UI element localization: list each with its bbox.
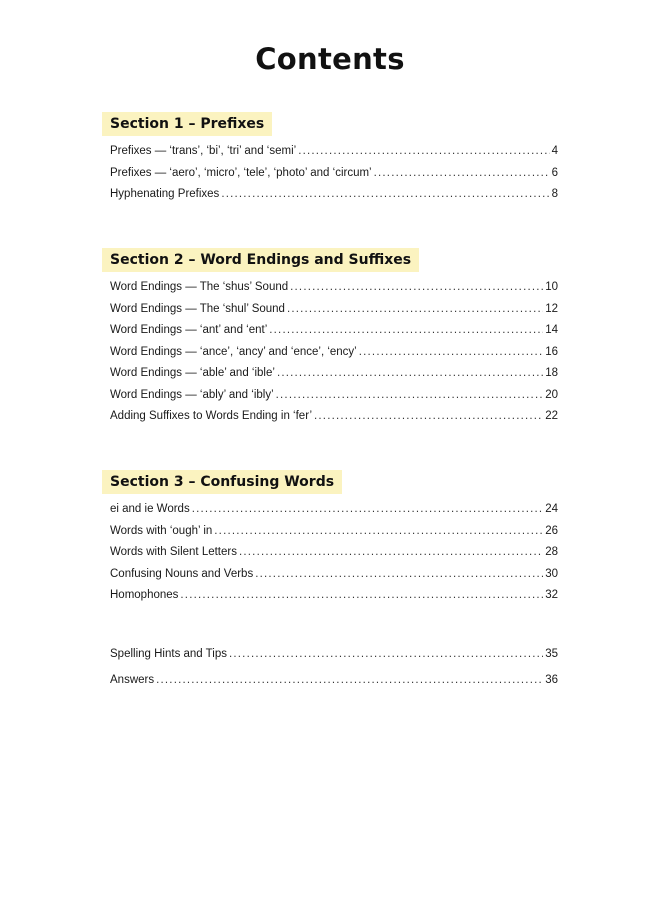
- toc-entry-label: Prefixes — ‘trans’, ‘bi’, ‘tri’ and ‘semi’: [110, 145, 297, 157]
- toc-entry-label: Word Endings — ‘able’ and ‘ible’: [110, 367, 275, 379]
- dot-leader: [239, 546, 543, 558]
- dot-leader: [156, 674, 543, 686]
- toc-entry[interactable]: [110, 525, 558, 547]
- toc-entry-page: 26: [545, 524, 558, 537]
- section-entries: [102, 145, 558, 210]
- toc-entry-label: Hyphenating Prefixes: [110, 188, 220, 200]
- section-entries: [102, 281, 558, 432]
- dot-leader: [276, 389, 544, 401]
- toc-entry-page: 30: [545, 567, 558, 580]
- dot-leader: [290, 281, 543, 293]
- section-heading: Section 1 – Prefixes: [102, 112, 272, 136]
- toc-entry-page: 14: [545, 324, 558, 336]
- dot-leader: [374, 167, 550, 179]
- toc-entry-page: 22: [545, 410, 558, 422]
- toc-entry-label: Word Endings — ‘ant’ and ‘ent’: [110, 324, 268, 336]
- toc-entry-page: 35: [545, 648, 558, 660]
- dot-leader: [314, 410, 543, 422]
- toc-entry[interactable]: [110, 389, 558, 411]
- toc-entry-label: Adding Suffixes to Words Ending in ‘fer’: [110, 410, 313, 422]
- toc-entry-label: Word Endings — ‘ance’, ‘ancy’ and ‘ence’, ‘ency’: [110, 345, 357, 358]
- toc-entry-page: 24: [545, 503, 558, 515]
- toc-entry[interactable]: [110, 324, 558, 346]
- toc-entry[interactable]: [110, 367, 558, 389]
- section-1: [102, 112, 558, 210]
- toc-entry[interactable]: [110, 674, 558, 700]
- dot-leader: [277, 367, 543, 379]
- toc-entry[interactable]: [110, 589, 558, 611]
- toc-entry-page: 20: [545, 388, 558, 401]
- section-heading: Section 3 – Confusing Words: [102, 470, 342, 494]
- toc-entry[interactable]: [110, 546, 558, 568]
- toc-entry-label: Words with Silent Letters: [110, 546, 237, 558]
- dot-leader: [269, 324, 543, 336]
- toc-entry-page: 36: [545, 673, 558, 686]
- dot-leader: [287, 303, 543, 315]
- toc-entry-label: Homophones: [110, 589, 179, 601]
- section-3: [102, 470, 558, 611]
- extras-list: [110, 648, 558, 699]
- toc-entry-label: Word Endings — ‘ably’ and ‘ibly’: [110, 388, 274, 401]
- toc-entry-label: Word Endings — The ‘shus’ Sound: [110, 281, 289, 293]
- toc-entry-page: 18: [545, 367, 558, 379]
- toc-entry-page: 8: [551, 188, 558, 200]
- toc-entry-label: ei and ie Words: [110, 503, 190, 515]
- toc-entry[interactable]: [110, 648, 558, 674]
- toc-entry[interactable]: [110, 188, 558, 210]
- toc-entry-label: Answers: [110, 673, 155, 686]
- section-2: [102, 248, 558, 432]
- dot-leader: [255, 568, 543, 580]
- dot-leader: [229, 648, 543, 660]
- toc-entry-page: 4: [551, 145, 558, 157]
- page-title: Contents: [255, 42, 405, 76]
- toc-entry-page: 6: [551, 166, 558, 179]
- toc-entry[interactable]: [110, 145, 558, 167]
- section-heading: Section 2 – Word Endings and Suffixes: [102, 248, 419, 272]
- toc-entry-label: Prefixes — ‘aero’, ‘micro’, ‘tele’, ‘photo’ and ‘circum’: [110, 166, 372, 179]
- dot-leader: [180, 589, 543, 601]
- dot-leader: [359, 346, 543, 358]
- toc-entry-label: Word Endings — The ‘shul’ Sound: [110, 302, 285, 315]
- toc-entry-page: 16: [545, 345, 558, 358]
- toc-entry-page: 10: [545, 281, 558, 293]
- toc-entry-label: Confusing Nouns and Verbs: [110, 567, 254, 580]
- dot-leader: [221, 188, 549, 200]
- toc-entry[interactable]: [110, 503, 558, 525]
- toc-entry[interactable]: [110, 346, 558, 368]
- toc-entry-page: 28: [545, 546, 558, 558]
- toc-entry-label: Spelling Hints and Tips: [110, 648, 227, 660]
- toc-entry-label: Words with ‘ough’ in: [110, 524, 213, 537]
- toc-entry[interactable]: [110, 303, 558, 325]
- toc-entry[interactable]: [110, 167, 558, 189]
- toc-entry[interactable]: [110, 281, 558, 303]
- toc-entry-page: 12: [545, 302, 558, 315]
- toc-entry-page: 32: [545, 589, 558, 601]
- section-entries: [102, 503, 558, 611]
- dot-leader: [298, 145, 549, 157]
- dot-leader: [214, 525, 543, 537]
- dot-leader: [192, 503, 544, 515]
- toc-entry[interactable]: [110, 410, 558, 432]
- toc-entry[interactable]: [110, 568, 558, 590]
